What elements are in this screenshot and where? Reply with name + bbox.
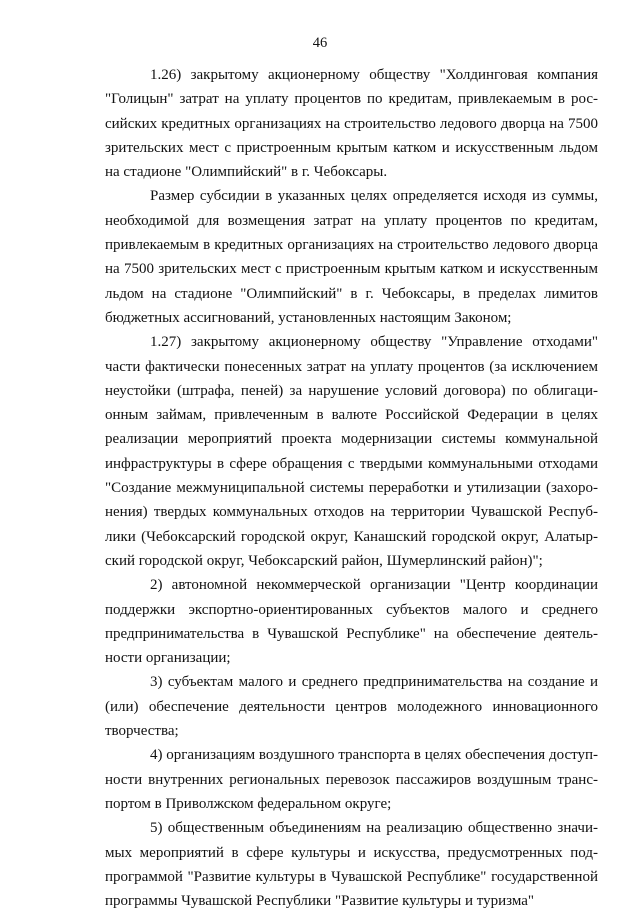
- paragraph-2: 2) автономной некоммерческой организации "Центр координации поддержки экспортно-ориентированных субъектов малого и среднего предпринимательства в Чувашской Республике" на обеспечение деятельности организации;: [105, 577, 598, 667]
- page-number: 46: [312, 35, 328, 51]
- paragraph-4: 4) организациям воздушного транспорта в целях обеспечения доступности внутренних региональных перевозок пассажиров воздушным транспортом в Приволжском федеральном округе;: [105, 747, 598, 812]
- paragraph-5: 5) общественным объединениям на реализацию общественно значимых мероприятий в сфере культуры и искусства, предусмотренных подпрограммой "Развитие культуры в Чувашской Республике" государственной программы Чувашской Республики "Развитие культуры и туризма": [105, 820, 598, 910]
- paragraph-3: 3) субъектам малого и среднего предпринимательства на создание и (или) обеспечение деятельности центров молодежного инновационного творчества;: [105, 674, 598, 740]
- body-text: [105, 63, 598, 913]
- paragraph-1-27: 1.27) закрытому акционерному обществу "Управление отходами" части фактически понесенных затрат на уплату процентов (за исключением неустойки (штрафа, пеней) за нарушение условий договора) по облигационным займам, привлеченным в валюте Российской Федерации в целях реализации мероприятий проекта модернизации системы коммунальной инфраструктуры в сфере обращения с твердыми коммунальными отходами "Создание межмуниципальной системы переработки и утилизации (захоронения) твердых коммунальных отходов на территории Чувашской Республики (Чебоксарский городской округ, Канашский городской округ, Алатырский городской округ, Чебоксарский район, Шумерлинский район)";: [105, 334, 598, 569]
- paragraph-1-26: 1.26) закрытому акционерному обществу "Холдинговая компания "Голицын" затрат на уплату процентов по кредитам, привлекаемым в российских кредитных организациях на строительство ледового дворца на 7500 зрительских мест с пристроенным крытым катком и искусственным льдом на стадионе "Олимпийский" в г. Чебоксары.: [105, 67, 598, 181]
- paragraph-subsidy-amount: Размер субсидии в указанных целях определяется исходя из суммы, необходимой для возмещения затрат на уплату процентов по кредитам, привлекаемым в кредитных организациях на строительство ледового дворца на 7500 зрительских мест с пристроенным крытым катком и искусственным льдом на стадионе "Олимпийский" в г. Чебоксары, в пределах лимитов бюджетных ассигнований, установленных настоящим Законом;: [105, 188, 598, 326]
